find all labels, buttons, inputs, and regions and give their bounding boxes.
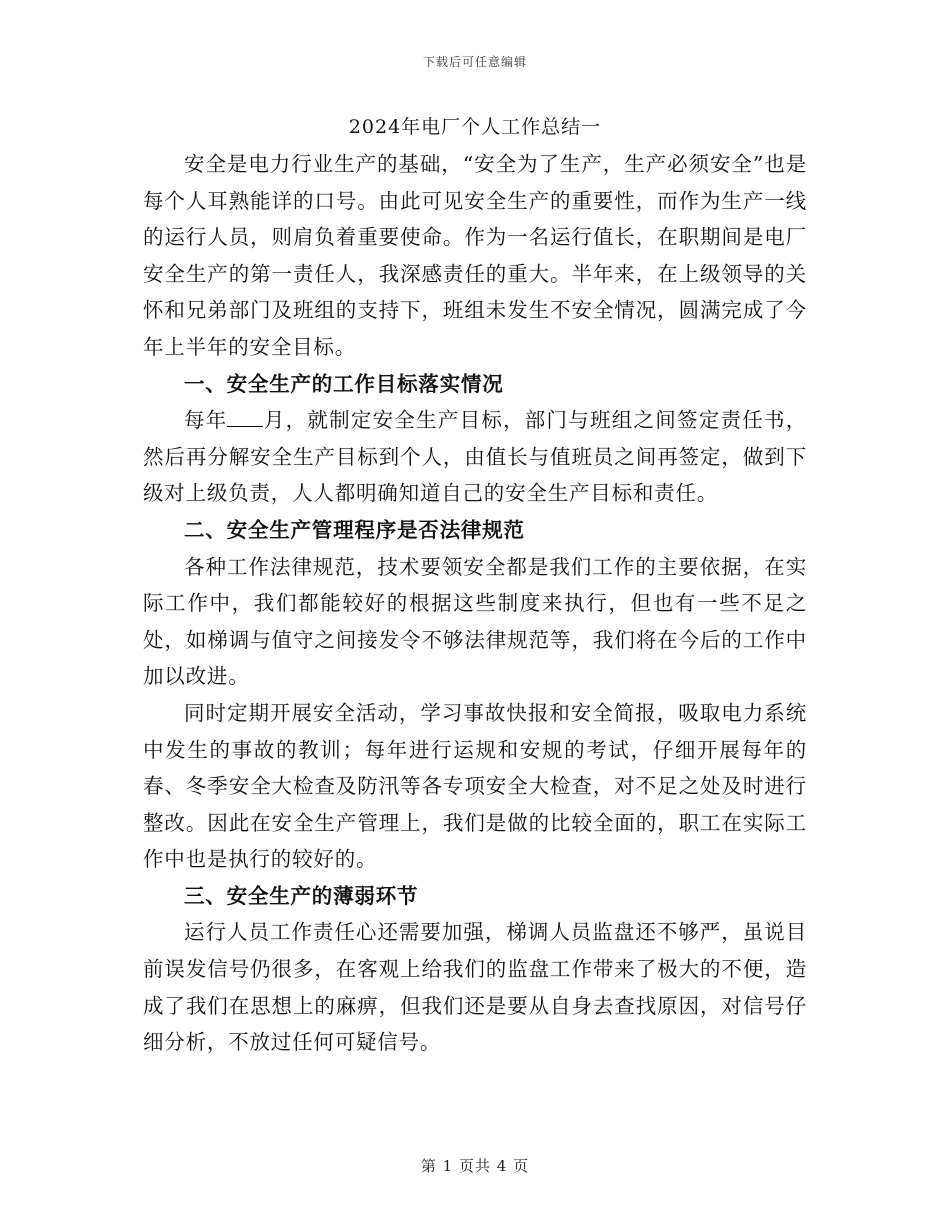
section-3-paragraph-1: 运行人员工作责任心还需要加强，梯调人员监盘还不够严，虽说目前误发信号仍很多，在客观上给我们的监盘工作带来了极大的不便，造成了我们在思想上的麻痹，但我们还是要从自身去查找原因，对信号仔细分析，不放过任何可疑信号。 bbox=[143, 920, 807, 1055]
document-title: 2024年电厂个人工作总结一 bbox=[348, 116, 602, 138]
page-header-note: 下载后可任意编辑 bbox=[422, 55, 527, 69]
section-2-paragraph-2: 同时定期开展安全活动，学习事故快报和安全简报，吸取电力系统中发生的事故的教训；每年进行运规和安规的考试，仔细开展每年的春、冬季安全大检查及防汛等各专项安全大检查，对不足之处及时进行整改。因此在安全生产管理上，我们是做的比较全面的，职工在实际工作中也是执行的较好的。 bbox=[143, 700, 807, 872]
fill-in-blank bbox=[227, 406, 263, 427]
section-2-heading: 二、安全生产管理程序是否法律规范 bbox=[184, 517, 525, 542]
section-1-text-before-blank: 每年 bbox=[184, 408, 228, 433]
document-body bbox=[143, 112, 807, 1061]
section-1-text-after-blank: 月，就制定安全生产目标，部门与班组之间签定责任书，然后再分解安全生产目标到个人，由值长与值班员之间再签定，做到下级对上级负责，人人都明确知道自己的安全生产目标和责任。 bbox=[143, 408, 807, 506]
page-number-indicator: 第 1 页共 4 页 bbox=[420, 1157, 530, 1175]
section-2-paragraph-1: 各种工作法律规范，技术要领安全都是我们工作的主要依据，在实际工作中，我们都能较好的根据这些制度来执行，但也有一些不足之处，如梯调与值守之间接发令不够法律规范等，我们将在今后的工作中加以改进。 bbox=[143, 554, 807, 689]
section-1-paragraph bbox=[143, 402, 807, 512]
intro-paragraph: 安全是电力行业生产的基础，“安全为了生产，生产必须安全”也是每个人耳熟能详的口号。由此可见安全生产的重要性，而作为生产一线的运行人员，则肩负着重要使命。作为一名运行值长，在职期间是电厂安全生产的第一责任人，我深感责任的重大。半年来，在上级领导的关怀和兄弟部门及班组的支持下，班组未发生不安全情况，圆满完成了今年上半年的安全目标。 bbox=[143, 152, 807, 359]
section-3-heading: 三、安全生产的薄弱环节 bbox=[184, 883, 419, 908]
section-1-heading: 一、安全生产的工作目标落实情况 bbox=[184, 371, 504, 396]
